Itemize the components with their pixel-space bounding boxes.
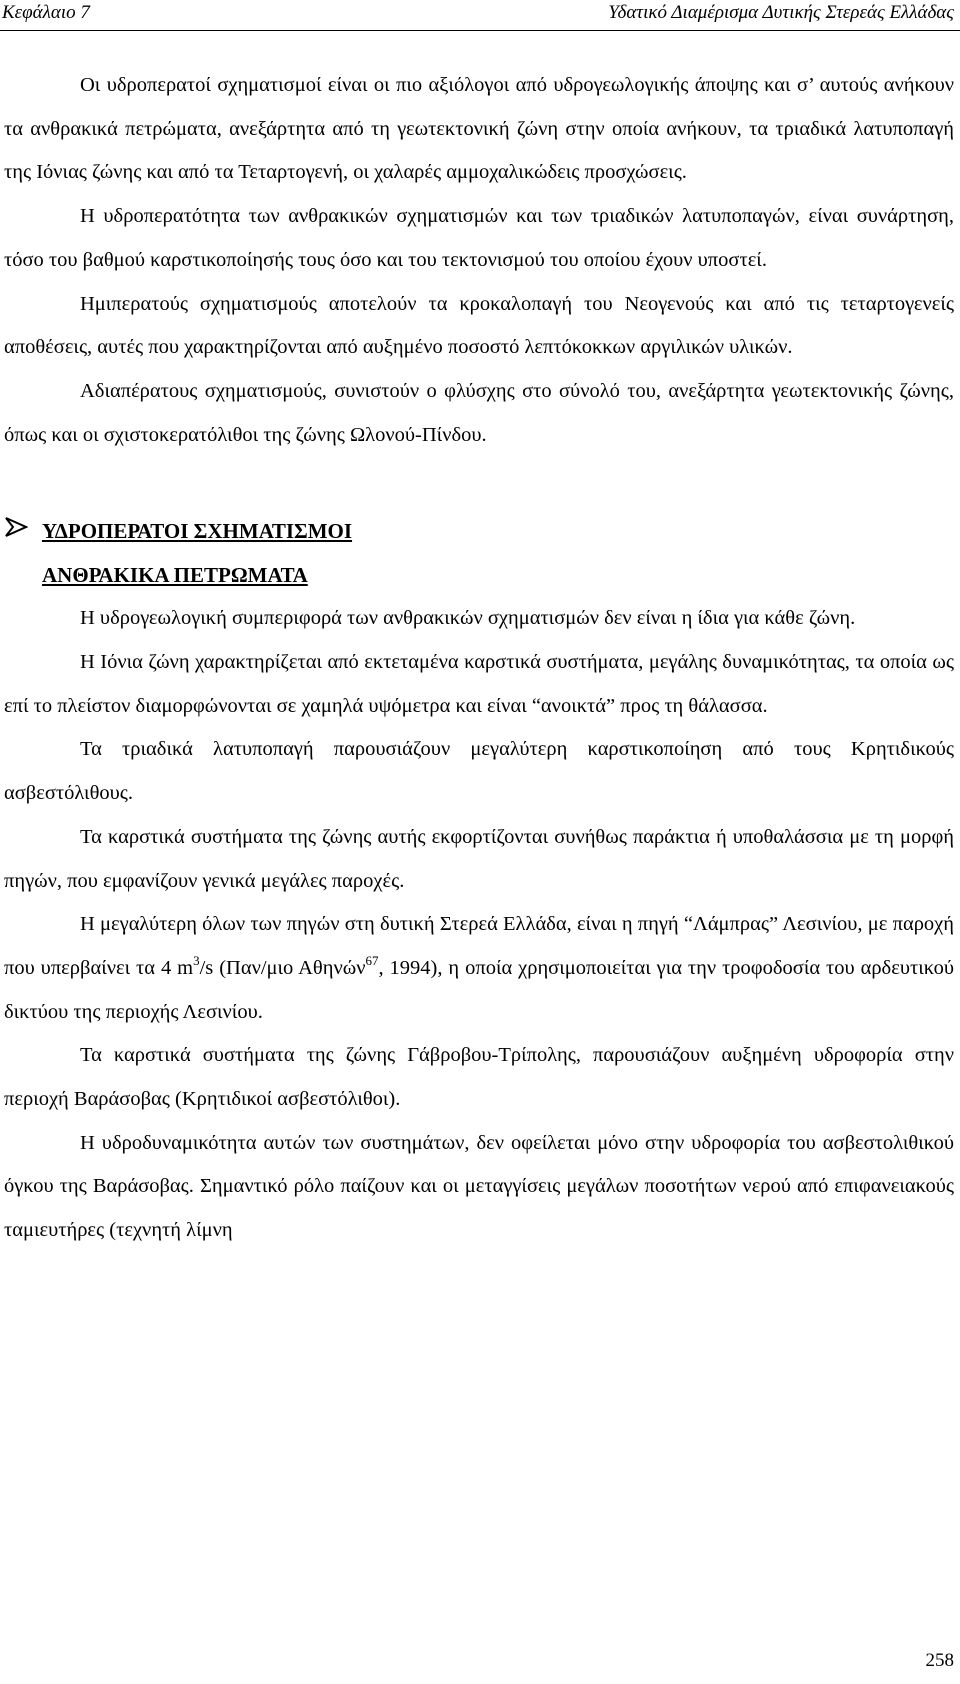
superscript-exponent: 3 <box>193 952 200 968</box>
superscript-reference: 67 <box>365 952 379 968</box>
page-header <box>0 0 960 31</box>
paragraph: Ημιπερατούς σχηματισμούς αποτελούν τα κροκαλοπαγή του Νεογενούς και από τις τεταρτογενείς αποθέσεις, αυτές που χαρακτηρίζονται από αυξημένο ποσοστό λεπτόκοκκων αργιλικών υλικών. <box>4 292 954 359</box>
paragraph: Η υδροπερατότητα των ανθρακικών σχηματισμών και των τριαδικών λατυποπαγών, είναι συνάρτηση, τόσο του βαθμού καρστικοποίησής τους όσο και του τεκτονισμού του οποίου έχουν υποστεί. <box>4 205 954 271</box>
paragraph-lampras-spring <box>4 903 954 1034</box>
section-heading <box>4 509 954 553</box>
paragraph: Τα καρστικά συστήματα της ζώνης Γάβροβου-Τρίπολης, παρουσιάζουν αυξημένη υδροφορία στην περιοχή Βαράσοβας (Κρητιδικοί ασβεστόλιθοι). <box>4 1044 954 1111</box>
text-run: /s (Παν/μιο Αθηνών <box>199 956 366 979</box>
chapter-label: Κεφάλαιο 7 <box>2 2 90 23</box>
subsection-heading: ΑΝΘΡΑΚΙΚΑ ΠΕΤΡΩΜΑΤΑ <box>42 563 308 588</box>
paragraph: Αδιαπέρατους σχηματισμούς, συνιστούν ο φλύσχης στο σύνολό του, ανεξάρτητα γεωτεκτονικής ζώνης, όπως και οι σχιστοκερατόλιθοι της ζώνης Ωλονού-Πίνδου. <box>4 379 954 446</box>
paragraph: Οι υδροπερατοί σχηματισμοί είναι οι πιο αξιόλογοι από υδρογεωλογικής άποψης και σ’ αυτούς ανήκουν τα ανθρακικά πετρώματα, ανεξάρτητα από τη γεωτεκτονική ζώνη στην οποία ανήκουν, τα τριαδικά λατυποπαγή της Ιόνιας ζώνης και από τα Τεταρτογενή, οι χαλαρές αμμοχαλικώδεις προσχώσεις. <box>4 74 954 184</box>
paragraph: Τα καρστικά συστήματα της ζώνης αυτής εκφορτίζονται συνήθως παράκτια ή υποθαλάσσια με τη μορφή πηγών, που εμφανίζουν γενικά μεγάλες παροχές. <box>4 825 954 892</box>
section-heading-text: ΥΔΡΟΠΕΡΑΤΟΙ ΣΧΗΜΑΤΙΣΜΟΙ <box>42 519 353 544</box>
text-run: Η μεγαλύτερη όλων των πηγών στη δυτική Στερεά Ελλάδα, είναι η πηγή “Λάμπρας” Λεσινίου, με παροχή που υπερβαίνει τα 4 m <box>4 913 954 979</box>
arrowhead-bullet-icon <box>4 509 32 553</box>
paragraph: Η υδροδυναμικότητα αυτών των συστημάτων, δεν οφείλεται μόνο στην υδροφορία του ασβεστολιθικού όγκου της Βαράσοβας. Σημαντικό ρόλο παίζουν και οι μεταγγίσεις μεγάλων ποσοτήτων νερού από επιφανειακούς ταμιευτήρες (τεχνητή λίμνη <box>4 1131 954 1242</box>
document-title: Υδατικό Διαμέρισμα Δυτικής Στερεάς Ελλάδας <box>608 2 954 23</box>
document-body <box>4 64 954 1253</box>
paragraph: Η Ιόνια ζώνη χαρακτηρίζεται από εκτεταμένα καρστικά συστήματα, μεγάλης δυναμικότητας, τα οποία ως επί το πλείστον διαμορφώνονται σε χαμηλά υψόμετρα και είναι “ανοικτά” προς τη θάλασσα. <box>4 651 954 717</box>
paragraph: Τα τριαδικά λατυποπαγή παρουσιάζουν μεγαλύτερη καρστικοποίηση από τους Κρητιδικούς ασβεστόλιθους. <box>4 738 954 805</box>
page-number: 258 <box>925 1650 954 1671</box>
paragraph: Η υδρογεωλογική συμπεριφορά των ανθρακικών σχηματισμών δεν είναι η ίδια για κάθε ζώνη. <box>80 607 856 630</box>
text-run: , 1994), η οποία χρησιμοποιείται για την τροφοδοσία του αρδευτικού δικτύου της περιοχής Λεσινίου. <box>4 956 955 1023</box>
